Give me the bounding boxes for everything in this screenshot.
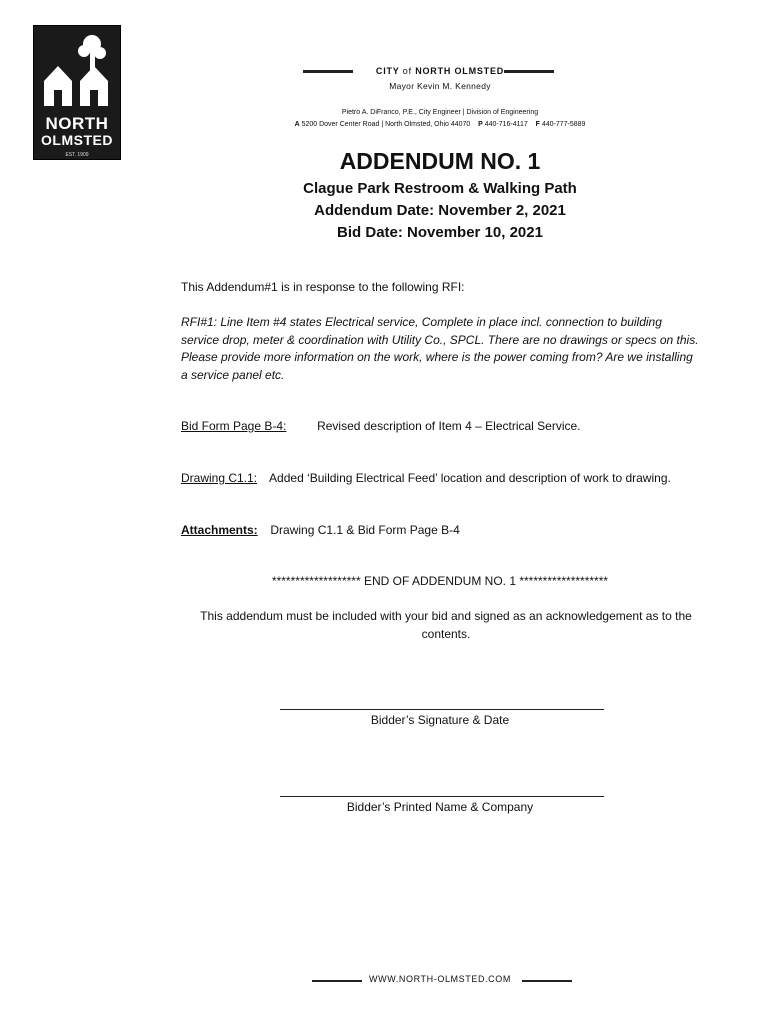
rfi-text: RFI#1: Line Item #4 states Electrical service, Complete in place incl. connection to building service drop, meter & coordination with Utility Co., SPCL. There are no drawings or specs on this. Please provide more information on the work, where is the power coming from? Are we installing a service panel etc. — [181, 315, 699, 382]
printed-name-line — [280, 796, 604, 797]
footer-website: WWW.NORTH-OLMSTED.COM — [369, 974, 511, 984]
mayor-name: Mayor Kevin M. Kennedy — [389, 81, 491, 91]
drawing-text: Added ‘Building Electrical Feed’ location and description of work to drawing. — [269, 471, 671, 485]
acknowledgement-notice: This addendum must be included with your bid and signed as an acknowledgement as to the contents. — [200, 609, 692, 641]
attachments-item — [181, 522, 711, 540]
intro-text: This Addendum#1 is in response to the following RFI: — [181, 280, 465, 294]
signature-line — [280, 709, 604, 710]
addendum-date: Addendum Date: November 2, 2021 — [314, 202, 566, 219]
logo-line-olmsted: OLMSTED — [41, 132, 113, 148]
drawing-label: Drawing C1.1: — [181, 471, 258, 485]
signature-label: Bidder’s Signature & Date — [370, 713, 510, 727]
city-name: CITY of NORTH OLMSTED — [375, 66, 505, 76]
logo-established: EST. 1909 — [65, 152, 89, 158]
end-of-addendum: ******************* END OF ADDENDUM NO. 1 ******************* — [271, 574, 609, 588]
logo-line-north: NORTH — [45, 114, 109, 133]
project-name: Clague Park Restroom & Walking Path — [303, 180, 577, 197]
address-line: A 5200 Dover Center Road | North Olmsted, Ohio 44070 P 440-716-4117 F 440-777-5889 — [294, 121, 586, 128]
drawing-item — [181, 470, 741, 488]
bid-form-item — [181, 418, 711, 436]
engineer-line: Pietro A. DiFranco, P.E., City Engineer | Division of Engineering — [341, 109, 539, 116]
document-title: ADDENDUM NO. 1 — [339, 148, 541, 174]
printed-name-label: Bidder’s Printed Name & Company — [346, 800, 534, 814]
bid-date: Bid Date: November 10, 2021 — [337, 224, 543, 241]
city-logo — [33, 25, 121, 160]
attachments-label: Attachments: — [181, 523, 258, 537]
bid-form-text: Revised description of Item 4 – Electrical Service. — [317, 419, 581, 433]
bid-form-label: Bid Form Page B-4: — [181, 419, 287, 433]
attachments-text: Drawing C1.1 & Bid Form Page B-4 — [270, 523, 460, 537]
